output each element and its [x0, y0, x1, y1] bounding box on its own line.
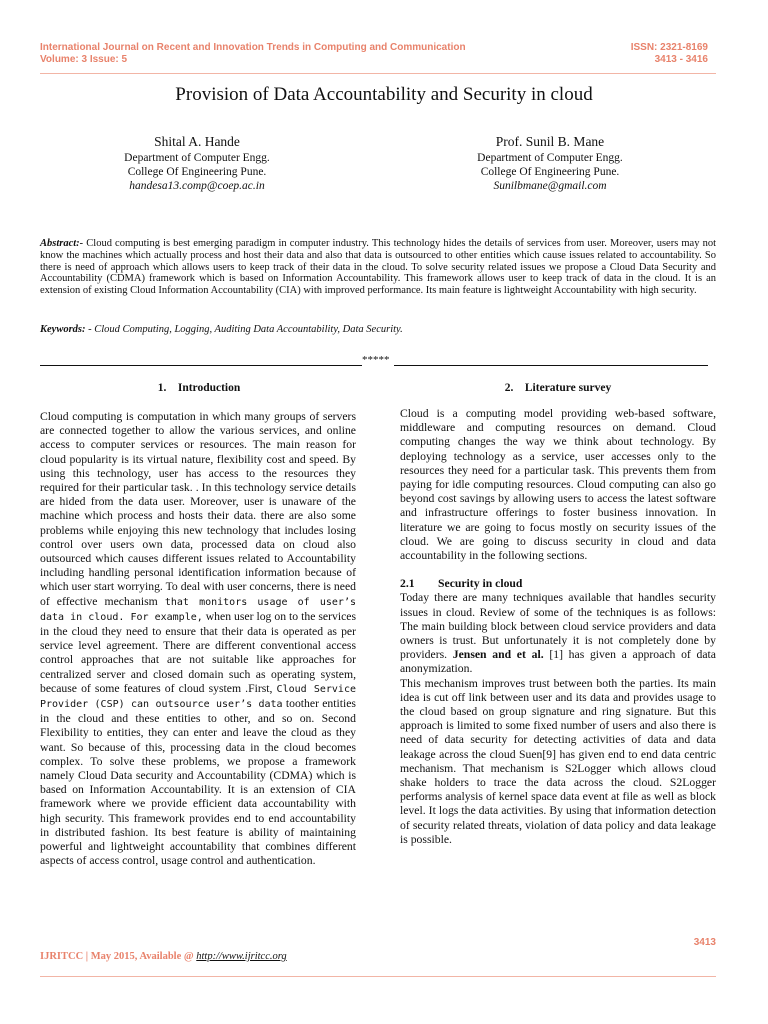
separator-stars: *****: [362, 354, 390, 366]
author-dept: Department of Computer Engg.: [477, 152, 623, 164]
literature-column: [400, 407, 716, 847]
security-paragraph-1: [400, 591, 716, 676]
author-email: handesa13.comp@coep.ac.in: [129, 180, 265, 192]
journal-name: International Journal on Recent and Innovation Trends in Computing and Communication: [40, 42, 466, 53]
intro-paragraph: [40, 410, 356, 869]
journal-header: [40, 42, 466, 66]
intro-heading: 1. Introduction: [157, 382, 241, 394]
security-text-2: [1] has given a approach of data anonymization.: [400, 648, 716, 676]
intro-text-2: when user log on to the services in the cloud they need to ensure that their data is operated as per service level agreement. There are different conventional access control approaches that are not suitable like approaches for centralized server and closed domain such as operating system, because of some features of cloud system .First,: [40, 609, 356, 695]
author-email: Sunilbmane@gmail.com: [493, 180, 607, 192]
intro-text-1: Cloud computing is computation in which many groups of servers are connected together to allow the various services, and online access to computer services or resources. The main reason for cloud popularity is its virtual nature, flexibility cost and speed. By using this technology, user has access to the resources they required for their particular task. . In this technology service details are hided from the data user. Moreover, user is unaware of the machine which process and hosts their data. there are also some problems while enjoying this new technology that includes losing control over users own data, processed data on cloud also outsourced which causes different issues related to Accountability including handling personal identification information because of which user start worrying. To deal with user concerns, there is need of effective mechanism: [40, 410, 356, 608]
intro-column: [40, 410, 356, 869]
security-subheading: [400, 577, 716, 591]
abstract-text: Cloud computing is best emerging paradigm in computer industry. This technology hides the details of services from user. Moreover, users may not know the machines which actually process and host their data and also that data is outsourced to other entities which cause issues related to accountability. So there is need of approach which allows users to keep track of their data in the cloud. To solve security related issues we propose a Cloud Data Security and Accountability (CDMA) framework which is based on Information Accountability. This framework allows user to keep track of data in the cloud. It is an extension of existing Cloud Information Accountability (CIA) with improved performance. Its main feature is lightweight Accountability with high security.: [40, 238, 716, 297]
author-college: College Of Engineering Pune.: [480, 166, 620, 178]
keywords-label: Keywords:: [40, 324, 86, 335]
footer: [40, 951, 287, 962]
author-1: [67, 135, 327, 193]
author-name: Shital A. Hande: [154, 134, 240, 149]
security-text-1: Today there are many techniques available that handles security issues in cloud. Review of some of the techniques is as follows: The main building block between cloud service providers and data owners is trust. But unfortunately it is not completely done by providers.: [400, 591, 716, 662]
intro-mono-1: that monitors usage of user’s data in cloud. For example,: [40, 596, 356, 623]
subsection-title: Security in cloud: [438, 577, 523, 591]
journal-volume: Volume: 3 Issue: 5: [40, 54, 128, 65]
intro-mono-2: Cloud Service Provider (CSP) can outsource user’s data: [40, 683, 356, 711]
literature-paragraph: Cloud is a computing model providing web-based software, middleware and computing resources on demand. Cloud computing changes the way we think about technology. By deploying technology as a service, user accesses only to the resources they need for a particular task. This prevents them from paying for idle computing resources. Cloud computing can also go beyond cost savings by allowing users to access the latest software and infrastructure offerings to foster business innovation. In literature we are going to focus mostly on security issues of the cloud. We are going to discuss security in cloud and data accountability in the following sections.: [400, 407, 716, 563]
issn-header: [631, 42, 708, 66]
page-number: 3413: [693, 937, 716, 948]
separator-line-left: [40, 365, 362, 366]
footer-text: IJRITCC | May 2015, Available @: [40, 951, 197, 962]
footer-rule: [40, 976, 716, 977]
abstract-label: Abstract:-: [40, 238, 84, 249]
literature-heading: 2. Literature survey: [504, 382, 612, 394]
security-paragraph-2: This mechanism improves trust between both the parties. Its main idea is cut off link between user and its data and provides usage to the cloud based on group signature and ring signature. But this approach is limited to some fixed number of users and also there is need of data security for detecting activities of data and data leakage across the cloud Suen[9] has given end to end data centric mechanism. That mechanism is S2Logger which allows cloud shake holders to trace the data across the cloud. S2Logger performs analysis of kernel space data event at file as well as block level. It logs the data activities. By using that information detection of security related threats, violation of data policy and data leakage is possible.: [400, 676, 716, 846]
header-rule: [40, 73, 716, 74]
separator-line-right: [394, 365, 708, 366]
author-2: [420, 135, 680, 193]
page-range: 3413 - 3416: [654, 54, 708, 65]
abstract: [40, 238, 716, 297]
issn: ISSN: 2321-8169: [630, 42, 708, 53]
subsection-number: 2.1: [400, 577, 415, 591]
keywords-text: - Cloud Computing, Logging, Auditing Data Accountability, Data Security.: [85, 324, 403, 335]
intro-text-3: toother entities in the cloud and these entities to other, and so on. Second Flexibility to entities, they can enter and leave the cloud as they want. So because of this, processing data in the cloud becomes complex. To solve these problems, we propose a framework namely Cloud Data security and Accountability (CDMA) which is based on Information Accountability. It is an extension of CIA framework where we provide efficient data accountability with high security. This framework provides end to end accountability in distributed fashion. Its best feature is ability of maintaining powerful and lightweight accountability that combines different aspects of access control, usage control and authentication.: [40, 697, 356, 868]
paper-title: Provision of Data Accountability and Security in cloud: [175, 84, 593, 105]
footer-link[interactable]: http://www.ijritcc.org: [196, 951, 287, 962]
author-college: College Of Engineering Pune.: [127, 166, 267, 178]
security-citation-bold: Jensen and et al.: [452, 648, 544, 662]
author-name: Prof. Sunil B. Mane: [495, 134, 605, 149]
keywords: [40, 324, 716, 335]
author-dept: Department of Computer Engg.: [124, 152, 270, 164]
